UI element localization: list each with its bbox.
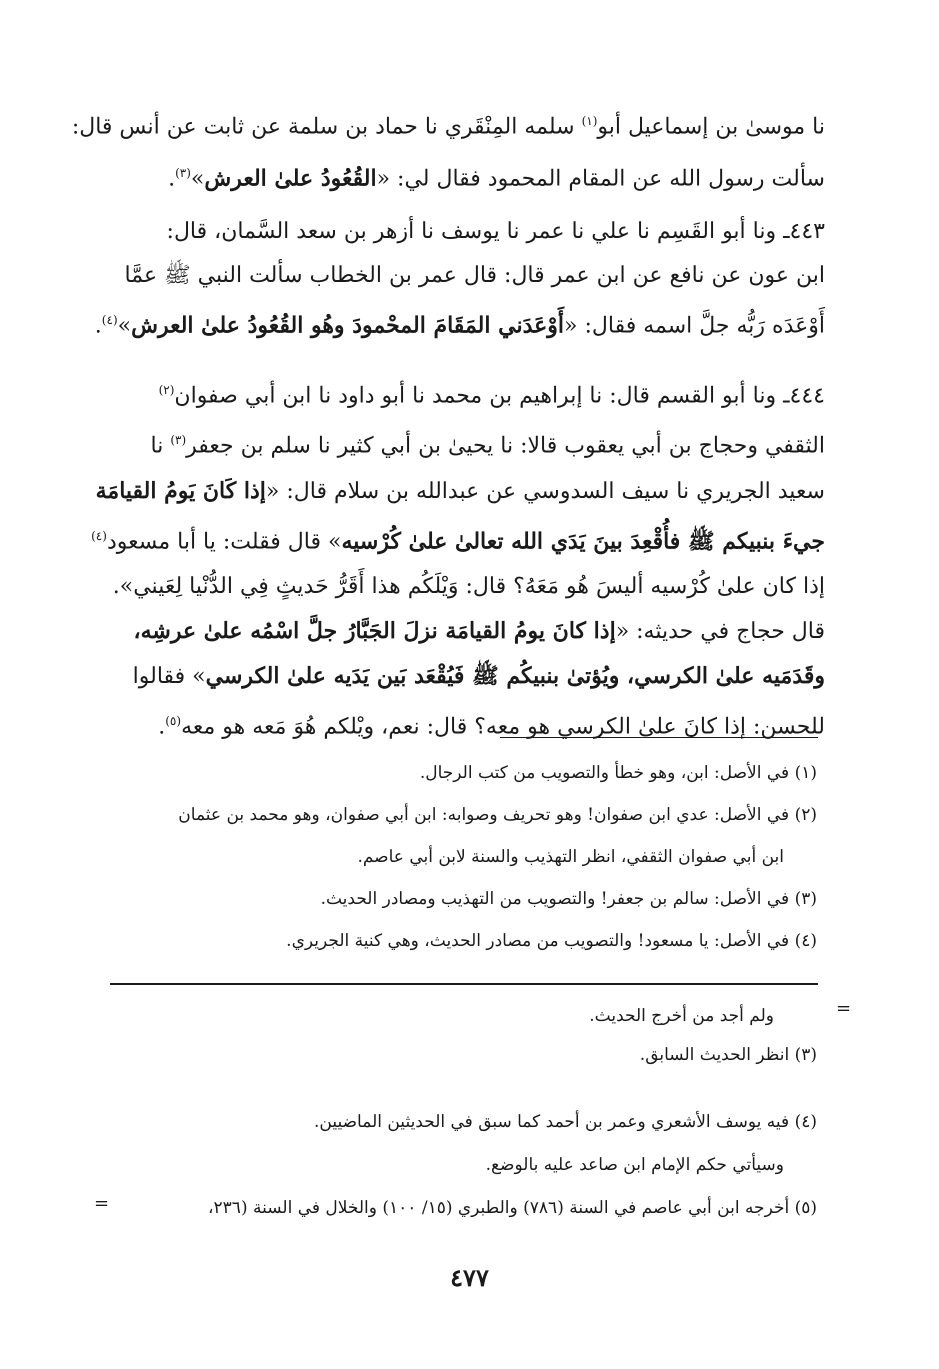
continuation-mark-end: = [94,1193,110,1214]
text-run: نا موسىٰ بن إسماعيل أبو [597,114,825,140]
bold-quote: جيءَ بنبيكم ﷺ فأُقْعِدَ بينَ يَدَي الله تعالىٰ علىٰ كُرْسيه [341,527,825,554]
text-line [95,469,825,514]
bold-quote: القُعُودُ علىٰ العرش [204,165,377,192]
text-run: أَوْعَدَه رَبُّه جلَّ اسمه فقال: « [564,313,825,339]
editor-note-3: (٣) انظر الحديث السابق. [639,1045,817,1065]
text-line [91,514,825,564]
footnote-ref[interactable]: (٣) [170,433,187,448]
text-line: إذا كان علىٰ كُرْسيه أليسَ هُو مَعَهُ؟ قال: وَيْلَكُم هذا أَقَرُّ حَديثٍ فِي الدُّنْيا لِعَيني». [112,573,825,599]
bold-quote: أَوْعَدَني المَقَامَ المحْمودَ وهُو القُعُودُ علىٰ العرش [131,312,565,339]
text-run: ٤٤٤ـ ونا أبو القسم قال: نا إبراهيم بن محمد نا أبو داود نا ابن أبي صفوان [174,383,825,409]
bold-quote: إذا كانَ يومُ القيامَة نزلَ الجَبَّارُ جلَّ اسْمُه علىٰ عرشِه، [133,617,616,644]
text-run: للحسن: إذا كانَ علىٰ الكرسي هو معه؟ قال: نعم، ويْلكم هُوَ مَعه هو معه [181,714,825,740]
bold-quote: إذا كَانَ يَومُ القيامَة [95,477,266,504]
text-run: الثقفي وحجاج بن أبي يعقوب قالا: نا يحيىٰ بن أبي كثير نا سلم بن جعفر [186,433,825,459]
text-run: سألت رسول الله عن المقام المحمود فقال لي: « [376,166,825,192]
text-run: قال حجاج في حديثه: « [615,618,825,644]
text-line [115,654,825,699]
editor-notes-separator [110,983,818,985]
text-line [115,699,825,749]
footnote-ref[interactable]: (٣) [175,166,191,181]
text-run: . [94,313,102,339]
editor-note-cont: ولم أجد من أخرج الحديث. [589,1006,774,1026]
footnote-1: (١) في الأصل: ابن، وهو خطأ والتصويب من كتب الرجال. [419,763,817,783]
footnote-ref[interactable]: (٥) [165,713,182,728]
footnote-2: (٢) في الأصل: عدي ابن صفوان! وهو تحريف وصوابه: ابن أبي صفوان، وهو محمد بن عثمان [178,805,817,825]
text-run: » [190,166,205,192]
text-run: سعيد الجريري نا سيف السدوسي عن عبدالله بن سلام قال: « [265,478,825,504]
text-run: سلمه المِنْقَري نا حماد بن سلمة عن ثابت عن أنس قال: [71,114,582,140]
editor-note-5: (٥) أخرجه ابن أبي عاصم في السنة (٧٨٦) والطبري (١٥/ ١٠٠) والخلال في السنة (٢٣٦، [208,1198,817,1218]
text-line: ابن عون عن نافع عن ابن عمر قال: قال عمر بن الخطاب سألت النبي ﷺ عمَّا [124,263,825,288]
footnote-separator [500,737,818,738]
paragraph-hadith-443 [94,210,825,348]
text-line [115,150,825,202]
text-line [115,418,825,468]
footnote-3: (٣) في الأصل: سالم بن جعفر! والتصويب من التهذيب ومصادر الحديث. [320,889,817,909]
text-line [71,98,825,150]
bold-quote: وقَدَمَيه علىٰ الكرسي، ويُؤتىٰ بنبيكُم ﷺ فَيُقْعَد بَين يَدَيه علىٰ الكرسي [205,662,825,689]
page-number: ٤٧٧ [450,1263,489,1292]
text-run: » [117,313,132,339]
text-line [94,298,825,348]
footnote-ref[interactable]: (٢) [158,383,175,397]
text-line: ٤٤٣ـ ونا أبو القَسِم نا علي نا عمر نا يوسف نا أزهر بن سعد السَّمان، قال: [166,219,825,244]
paragraph-hadith-444 [91,368,825,749]
footnote-2-cont: ابن أبي صفوان الثقفي، انظر التهذيب والسنة لابن أبي عاصم. [357,847,784,867]
text-line [115,368,825,418]
text-run: . [158,714,166,740]
text-run: » فقالوا [132,663,206,689]
text-run: نا [150,433,171,459]
editor-note-4: (٤) فيه يوسف الأشعري وعمر بن أحمد كما سبق في الحديثين الماضيين. [314,1112,817,1132]
editor-note-4-cont: وسيأتي حكم الإمام ابن صاعد عليه بالوضع. [485,1155,784,1175]
continuation-mark: = [836,998,852,1019]
text-run: . [168,166,176,192]
footnote-ref[interactable]: (١) [581,114,598,128]
text-line [115,609,825,654]
footnote-4: (٤) في الأصل: يا مسعود! والتصويب من مصادر الحديث، وهي كنية الجريري. [286,931,817,951]
text-run: » قال فقلت: يا أبا مسعود [106,528,342,554]
footnote-ref[interactable]: (٤) [91,528,107,543]
paragraph-hadith-442-end [71,98,825,203]
footnote-ref[interactable]: (٤) [101,313,118,327]
